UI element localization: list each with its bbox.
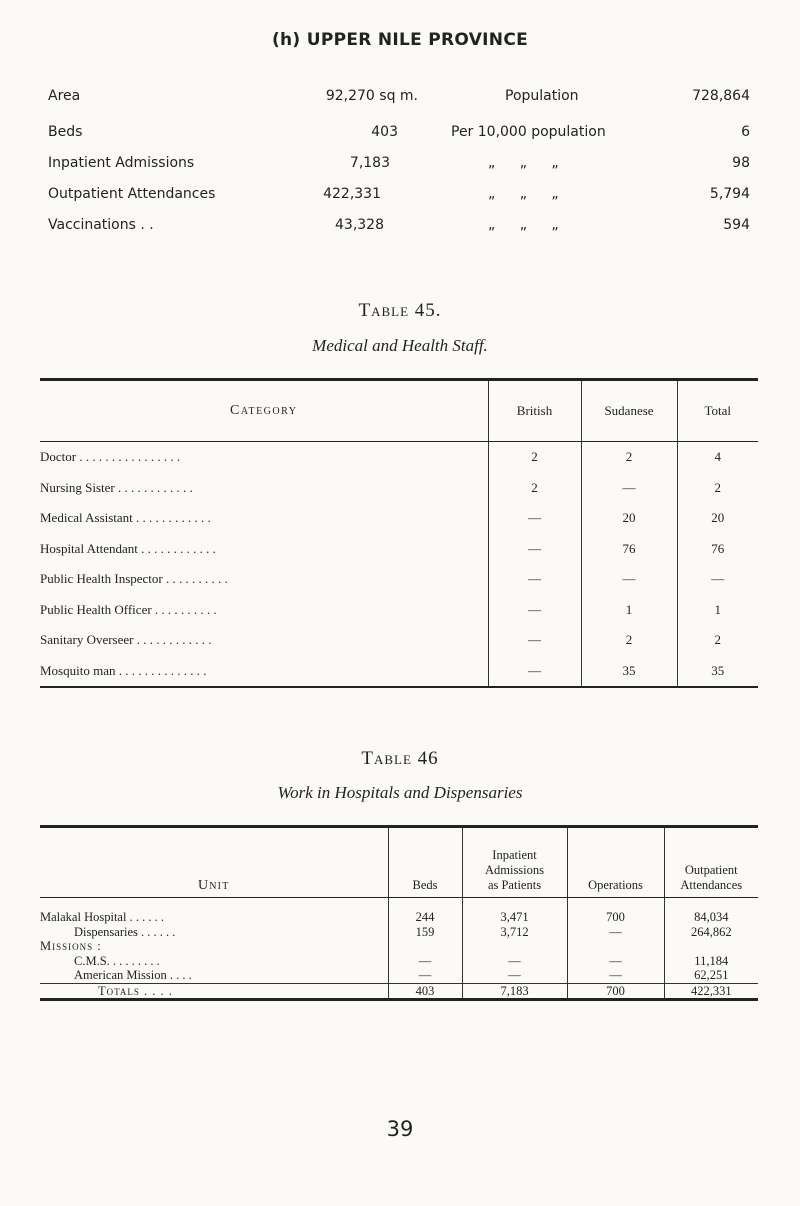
table-row	[40, 925, 758, 940]
sudanese-cell: 20	[581, 503, 677, 534]
category-cell: Public Health Inspector . . . . . . . . . .	[40, 571, 228, 587]
summary-row-label: Vaccinations . .	[48, 217, 154, 233]
table-header-row	[40, 827, 758, 898]
unit-cell: Dispensaries . . . . . .	[74, 924, 176, 939]
beds-cell	[388, 939, 462, 954]
inpatient-header-line: as Patients	[487, 878, 542, 892]
inpatient-cell: 3,471	[462, 898, 567, 925]
british-cell: 2	[488, 473, 581, 504]
british-cell: —	[488, 625, 581, 656]
hospital-work-table	[40, 825, 758, 1001]
column-header-beds: Beds	[388, 827, 462, 898]
table46-title: Work in Hospitals and Dispensaries	[277, 783, 523, 802]
total-cell: —	[677, 564, 758, 595]
table-row	[40, 595, 758, 626]
beds-total: 403	[388, 983, 462, 1000]
table-row	[40, 954, 758, 969]
british-cell: 2	[488, 442, 581, 473]
table-row	[40, 656, 758, 688]
summary-row	[0, 124, 800, 146]
british-cell: —	[488, 564, 581, 595]
summary-row-value: 422,331	[323, 186, 381, 202]
unit-cell: American Mission . . . .	[74, 968, 192, 982]
sudanese-cell: —	[581, 564, 677, 595]
british-cell: —	[488, 656, 581, 688]
table45-title: Medical and Health Staff.	[312, 336, 488, 355]
british-cell: —	[488, 534, 581, 565]
summary-row-per: 6	[741, 124, 750, 140]
table-row	[40, 898, 758, 925]
outpatient-header-line: Outpatient	[684, 863, 738, 877]
summary-row	[0, 186, 800, 208]
summary-area-row	[0, 88, 800, 110]
total-cell: 20	[677, 503, 758, 534]
inpatient-total: 7,183	[462, 983, 567, 1000]
total-cell: 2	[677, 625, 758, 656]
summary-row-value: 403	[371, 124, 398, 140]
beds-cell: —	[388, 954, 462, 969]
table-row	[40, 442, 758, 473]
per-label: Per 10,000 population	[451, 124, 606, 140]
outpatient-cell: 11,184	[664, 954, 758, 969]
inpatient-cell: —	[462, 968, 567, 983]
sudanese-cell: 35	[581, 656, 677, 688]
table-row	[40, 534, 758, 565]
sudanese-cell: 2	[581, 625, 677, 656]
summary-row	[0, 155, 800, 177]
summary-row-per: 594	[723, 217, 750, 233]
area-label: Area	[48, 88, 81, 104]
summary-row-value: 7,183	[349, 155, 390, 171]
ditto-marks: „ „ „	[488, 155, 569, 171]
total-cell: 35	[677, 656, 758, 688]
unit-cell: Malakal Hospital . . . . . .	[40, 910, 164, 924]
summary-row-value: 43,328	[335, 217, 384, 233]
table45-caption: Table 45.	[358, 300, 442, 321]
british-cell: —	[488, 595, 581, 626]
inpatient-header-line: Admissions	[484, 863, 545, 877]
inpatient-cell	[462, 939, 567, 954]
summary-row-per: 98	[732, 155, 750, 171]
summary-row-label: Beds	[48, 124, 83, 140]
column-header-total: Total	[677, 380, 758, 442]
category-cell: Public Health Officer . . . . . . . . . .	[40, 601, 217, 617]
summary-row-label: Inpatient Admissions	[48, 155, 195, 171]
unit-cell: C.M.S. . . . . . . . .	[74, 953, 160, 968]
inpatient-cell: 3,712	[462, 925, 567, 940]
total-cell: 1	[677, 595, 758, 626]
operations-cell: —	[567, 925, 664, 940]
table-row	[40, 564, 758, 595]
outpatient-cell: 264,862	[664, 925, 758, 940]
ditto-marks: „ „ „	[488, 217, 569, 233]
table-header-row	[40, 380, 758, 442]
british-cell: —	[488, 503, 581, 534]
population-value: 728,864	[692, 88, 750, 104]
total-cell: 76	[677, 534, 758, 565]
column-header-outpatient	[664, 827, 758, 898]
population-label: Population	[505, 88, 579, 104]
column-header-operations: Operations	[567, 827, 664, 898]
operations-total: 700	[567, 983, 664, 1000]
area-value: 92,270 sq m.	[325, 88, 418, 104]
beds-cell: —	[388, 968, 462, 983]
sudanese-cell: —	[581, 473, 677, 504]
category-cell: Mosquito man . . . . . . . . . . . . . .	[40, 662, 207, 678]
beds-cell: 159	[388, 925, 462, 940]
staff-table	[40, 378, 758, 688]
table-row	[40, 625, 758, 656]
category-cell: Hospital Attendant . . . . . . . . . . . .	[40, 540, 216, 556]
totals-label: Totals . . . .	[40, 983, 388, 1000]
column-header-british: British	[488, 380, 581, 442]
table-row	[40, 968, 758, 983]
category-cell: Sanitary Overseer . . . . . . . . . . . .	[40, 632, 212, 648]
summary-row-per: 5,794	[709, 186, 750, 202]
page-number: 39	[386, 1117, 414, 1141]
operations-cell: —	[567, 954, 664, 969]
total-cell: 4	[677, 442, 758, 473]
outpatient-header-line: Attendances	[680, 878, 743, 892]
outpatient-cell: 62,251	[664, 968, 758, 983]
inpatient-header-line: Inpatient	[492, 848, 537, 862]
outpatient-cell	[664, 939, 758, 954]
operations-cell: —	[567, 968, 664, 983]
category-cell: Medical Assistant . . . . . . . . . . . .	[40, 510, 211, 526]
table-row	[40, 939, 758, 954]
sudanese-cell: 76	[581, 534, 677, 565]
ditto-marks: „ „ „	[488, 186, 569, 202]
inpatient-cell: —	[462, 954, 567, 969]
column-header-unit: Unit	[40, 827, 388, 898]
column-header-inpatient	[462, 827, 567, 898]
table-row	[40, 473, 758, 504]
sudanese-cell: 1	[581, 595, 677, 626]
page-heading: (h) UPPER NILE PROVINCE	[271, 30, 529, 50]
operations-cell	[567, 939, 664, 954]
unit-cell: Missions :	[40, 939, 102, 953]
total-cell: 2	[677, 473, 758, 504]
table-row	[40, 503, 758, 534]
column-header-category: Category	[40, 380, 488, 442]
operations-cell: 700	[567, 898, 664, 925]
summary-row	[0, 217, 800, 239]
outpatient-total: 422,331	[664, 983, 758, 1000]
beds-cell: 244	[388, 898, 462, 925]
column-header-sudanese: Sudanese	[581, 380, 677, 442]
totals-row	[40, 983, 758, 1000]
summary-row-label: Outpatient Attendances	[48, 186, 216, 202]
table46-caption: Table 46	[361, 748, 439, 769]
outpatient-cell: 84,034	[664, 898, 758, 925]
category-cell: Doctor . . . . . . . . . . . . . . . .	[40, 449, 181, 465]
sudanese-cell: 2	[581, 442, 677, 473]
category-cell: Nursing Sister . . . . . . . . . . . .	[40, 479, 193, 495]
